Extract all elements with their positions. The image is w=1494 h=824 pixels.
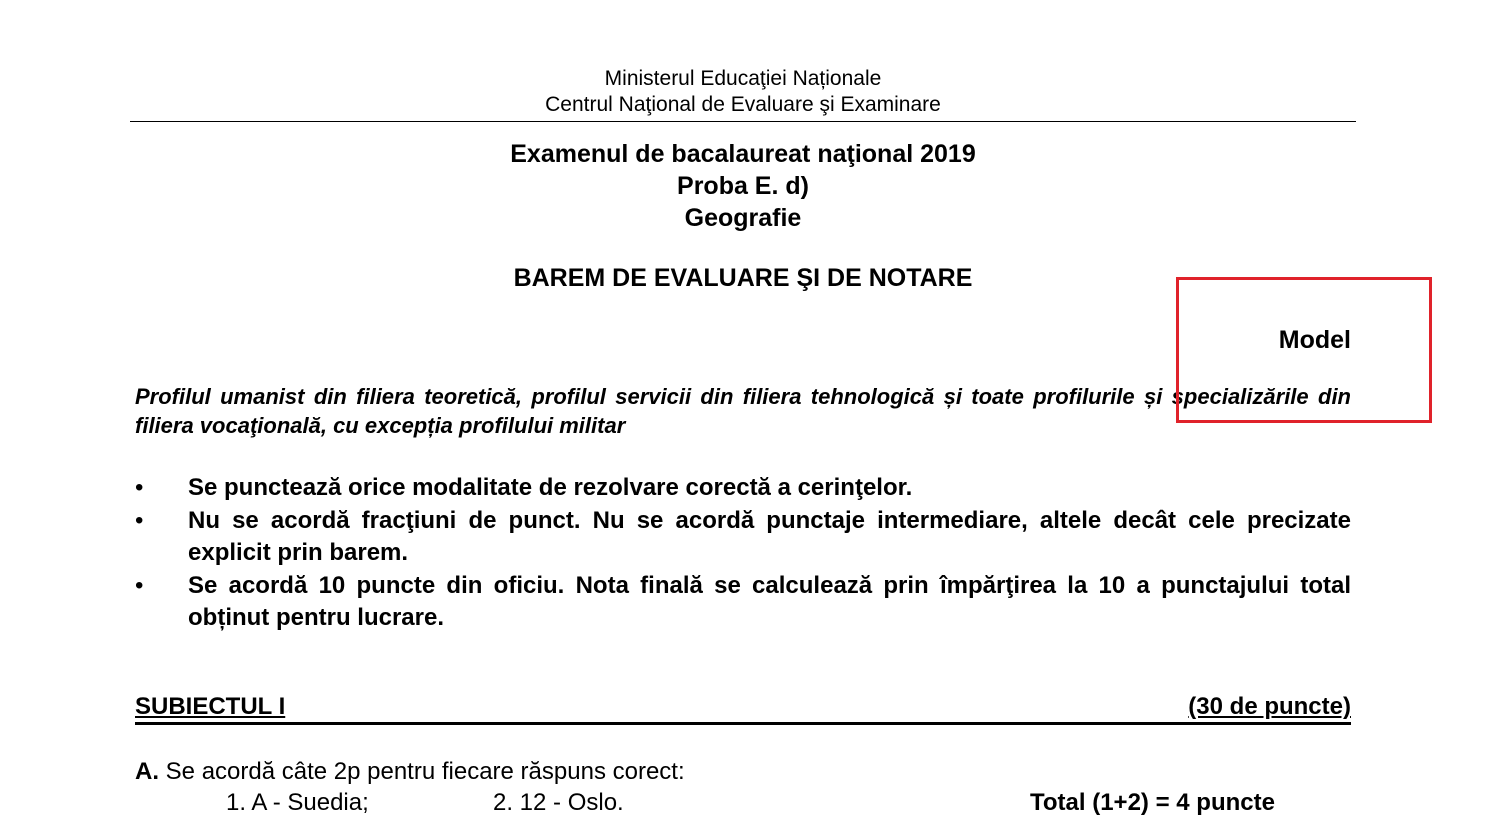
exam-subject: Geografie [684,204,802,232]
bullet-icon: • [135,571,144,599]
bullet-icon: • [135,474,144,501]
ministry-name: Ministerul Educaţiei Naționale [604,67,882,90]
answer-item: 2. 12 - Oslo. [493,789,624,816]
barem-title: BAREM DE EVALUARE ŞI DE NOTARE [513,264,973,292]
rule-item [135,570,1351,635]
section-a-instruction [135,757,685,787]
rule-text: Se acordă 10 puncte din oficiu. Nota finală se calculează prin împărţirea la 10 a punctajului total obținut pentru lucrare. [188,571,1351,631]
header-divider [130,121,1356,122]
evaluation-center-name: Centrul Naţional de Evaluare şi Examinare [545,93,941,116]
subject-heading-row [135,692,1351,725]
rule-item [135,505,1351,570]
bullet-icon: • [135,506,144,534]
profile-description: Profilul umanist din filiera teoretică, profilul servicii din filiera tehnologică și toate profilurile și specializările din filiera vocaţională, cu excepția profilului militar [135,384,1351,438]
model-label: Model [1278,326,1351,354]
section-a-prefix: A. [135,758,159,785]
section-a-instruction-text: Se acordă câte 2p pentru fiecare răspuns corect: [159,758,685,785]
rule-item [135,472,1351,505]
subject-title: SUBIECTUL I [135,693,286,720]
evaluation-rules-list [135,472,1351,635]
exam-title: Examenul de bacalaureat naţional 2019 [510,140,976,168]
rule-text: Se punctează orice modalitate de rezolvare corectă a cerinţelor. [188,474,913,501]
section-a-total: Total (1+2) = 4 puncte [1030,789,1275,816]
answer-item: 1. A - Suedia; [226,789,369,816]
exam-test-label: Proba E. d) [677,172,809,200]
subject-points: (30 de puncte) [1188,693,1351,720]
rule-text: Nu se acordă fracţiuni de punct. Nu se acordă punctaje intermediare, altele decât cele precizate explicit prin barem. [188,506,1351,566]
